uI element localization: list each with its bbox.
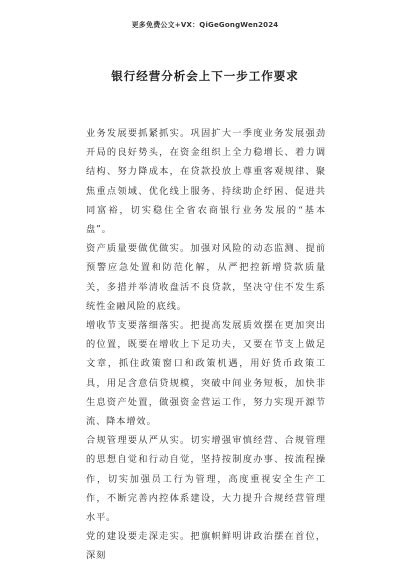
document-body [86,124,326,566]
paragraph-party-building: 党的建设要走深走实。把旗帜鲜明讲政治摆在首位，深刻 [86,531,326,562]
paragraph-asset-quality: 资产质量要做优做实。加强对风险的动态监测、提前预警应急处置和防范化解，从严把控新增贷款质量关，多措并举清收盘活不良贷款，坚决守住不发生系统性金融风险的底线。 [86,243,326,312]
paragraph-compliance: 合规管理要从严从实。切实增强审慎经营、合规管理的思想自觉和行动自觉，坚持按制度办事、按流程操作，切实加强员工行为管理，高度重视安全生产工作，不断完善内控体系建设，大力提升合规经营管理水平。 [86,435,326,524]
paragraph-revenue-cost: 增收节支要落细落实。把提高发展质效摆在更加突出的位置，既要在增收上下足功夫，又要在节支上做足文章，抓住政策窗口和政策机遇，用好货币政策工具，用足含意信贷规模，突破中间业务短板，加快非生息资产处置，做强资金营运工作，努力实现开源节流、降本增效。 [86,320,326,428]
header-note: 更多免费公文+VX：QiGeGongWen2024 [131,21,279,29]
paragraph-business-development: 业务发展要抓紧抓实。巩固扩大一季度业务发展强劲开局的良好势头，在资金组织上全力稳增长、着力调结构、努力降成本，在贷款投放上尊重客观规律、聚焦重点领域、优化线上服务、持续助企纾困、促进共同富裕，切实稳住全省农商银行业务发展的“基本盘”。 [86,128,326,236]
document-title: 银行经营分析会上下一步工作要求 [111,69,299,83]
